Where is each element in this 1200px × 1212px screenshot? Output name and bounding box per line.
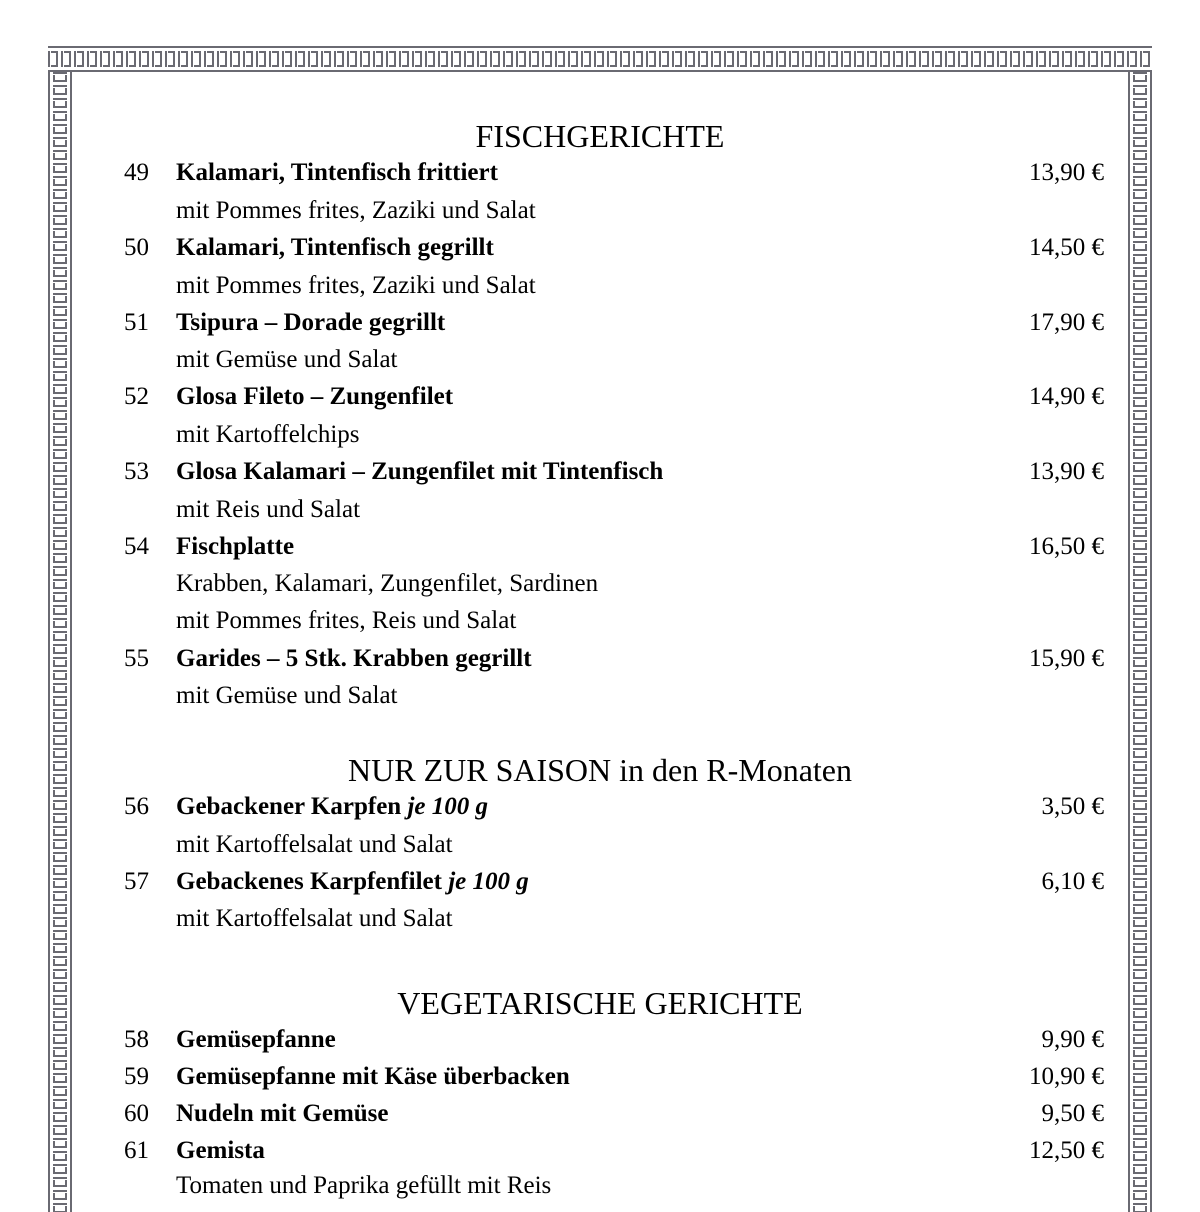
item-name bbox=[176, 791, 488, 823]
item-description: mit Pommes frites, Zaziki und Salat bbox=[176, 197, 536, 224]
item-name: Gemüsepfanne mit Käse überbacken bbox=[176, 1063, 570, 1090]
item-number: 61 bbox=[124, 1137, 149, 1164]
menu-item bbox=[0, 1061, 1200, 1093]
menu-item bbox=[0, 232, 1200, 264]
item-price: 9,90 € bbox=[1041, 1026, 1104, 1053]
item-number: 52 bbox=[124, 383, 149, 410]
item-name: Kalamari, Tintenfisch gegrillt bbox=[176, 234, 494, 261]
menu-item bbox=[0, 866, 1200, 898]
item-price: 17,90 € bbox=[1029, 309, 1104, 336]
item-name: Nudeln mit Gemüse bbox=[176, 1100, 389, 1127]
item-name: Garides – 5 Stk. Krabben gegrillt bbox=[176, 645, 532, 672]
menu-item bbox=[0, 456, 1200, 488]
menu-item bbox=[0, 643, 1200, 675]
item-price: 12,50 € bbox=[1029, 1137, 1104, 1164]
item-number: 57 bbox=[124, 868, 149, 895]
item-name: Glosa Kalamari – Zungenfilet mit Tintenfisch bbox=[176, 458, 664, 485]
item-description: mit Reis und Salat bbox=[176, 496, 361, 523]
item-quantity: je 100 g bbox=[407, 793, 489, 820]
item-price: 14,90 € bbox=[1029, 383, 1104, 410]
item-name-text: Gebackenes Karpfenfilet bbox=[176, 868, 442, 895]
item-number: 51 bbox=[124, 309, 149, 336]
menu-item bbox=[0, 1135, 1200, 1167]
item-price: 14,50 € bbox=[1029, 234, 1104, 261]
item-number: 60 bbox=[124, 1100, 149, 1127]
item-number: 53 bbox=[124, 458, 149, 485]
menu-item bbox=[0, 1098, 1200, 1130]
item-price: 13,90 € bbox=[1029, 159, 1104, 186]
item-number: 50 bbox=[124, 234, 149, 261]
item-description: Krabben, Kalamari, Zungenfilet, Sardinen bbox=[176, 570, 599, 597]
item-price: 9,50 € bbox=[1041, 1100, 1104, 1127]
item-number: 55 bbox=[124, 645, 149, 672]
item-name: Glosa Fileto – Zungenfilet bbox=[176, 383, 454, 410]
item-name: Fischplatte bbox=[176, 533, 295, 560]
item-name: Kalamari, Tintenfisch frittiert bbox=[176, 159, 498, 186]
greek-key-border-top bbox=[48, 46, 1152, 72]
item-price: 16,50 € bbox=[1029, 533, 1104, 560]
item-number: 54 bbox=[124, 533, 149, 560]
item-description: mit Gemüse und Salat bbox=[176, 682, 398, 709]
item-price: 15,90 € bbox=[1029, 645, 1104, 672]
menu-item bbox=[0, 791, 1200, 823]
menu-item bbox=[0, 1024, 1200, 1056]
item-description: mit Pommes frites, Zaziki und Salat bbox=[176, 272, 536, 299]
item-description: mit Kartoffelsalat und Salat bbox=[176, 831, 453, 858]
item-description: Tomaten und Paprika gefüllt mit Reis bbox=[176, 1172, 552, 1199]
item-price: 3,50 € bbox=[1041, 793, 1104, 820]
item-description: mit Kartoffelsalat und Salat bbox=[176, 905, 453, 932]
item-name: Gemista bbox=[176, 1137, 265, 1164]
item-name-text: Gebackener Karpfen bbox=[176, 793, 402, 820]
menu-item bbox=[0, 157, 1200, 189]
item-name: Tsipura – Dorade gegrillt bbox=[176, 309, 446, 336]
menu-item bbox=[0, 381, 1200, 413]
item-name: Gemüsepfanne bbox=[176, 1026, 336, 1053]
item-number: 49 bbox=[124, 159, 149, 186]
item-number: 59 bbox=[124, 1063, 149, 1090]
item-price: 6,10 € bbox=[1041, 868, 1104, 895]
menu-item bbox=[0, 307, 1200, 339]
section-title-fischgerichte: FISCHGERICHTE bbox=[475, 118, 725, 154]
item-price: 13,90 € bbox=[1029, 458, 1104, 485]
section-title-vegetarisch: VEGETARISCHE GERICHTE bbox=[397, 985, 803, 1021]
item-price: 10,90 € bbox=[1029, 1063, 1104, 1090]
menu-item bbox=[0, 531, 1200, 563]
section-title-saison: NUR ZUR SAISON in den R-Monaten bbox=[348, 752, 852, 788]
item-description: mit Kartoffelchips bbox=[176, 421, 360, 448]
item-quantity: je 100 g bbox=[448, 868, 529, 895]
item-description: mit Gemüse und Salat bbox=[176, 346, 398, 373]
item-number: 58 bbox=[124, 1026, 149, 1053]
item-description: mit Pommes frites, Reis und Salat bbox=[176, 607, 517, 634]
item-name bbox=[176, 866, 529, 898]
item-number: 56 bbox=[124, 793, 149, 820]
